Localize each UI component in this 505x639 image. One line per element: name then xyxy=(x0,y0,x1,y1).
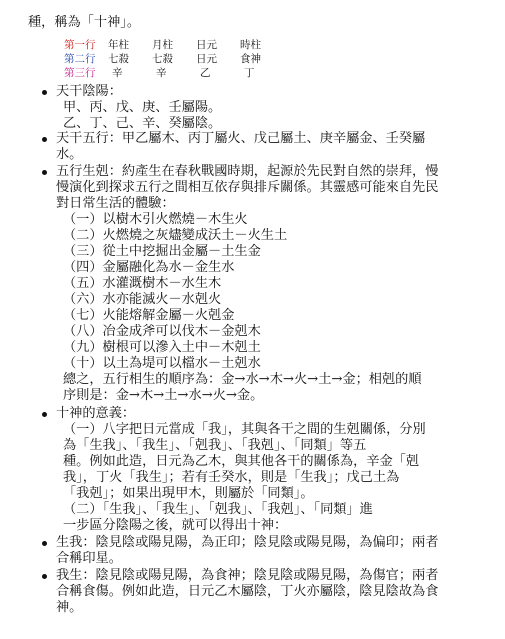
text-line: 「我剋」；如果出現甲木，則屬於「同類」。 xyxy=(63,486,314,501)
row-label: 第三行 xyxy=(64,67,96,79)
table-cell: 丁 xyxy=(244,67,255,79)
text-line: 五行生剋：約產生在春秋戰國時期，起源於先民對自然的崇拜，慢 xyxy=(56,164,439,179)
text-line: （二）「生我」、「我生」、「剋我」、「我剋」、「同類」進 xyxy=(63,502,373,517)
text-line: 生我：陰見陰或陽見陽，為正印；陰見陰或陽見陽，為偏印；兩者 xyxy=(56,535,439,550)
table-row xyxy=(64,66,284,80)
text-line: 乙、丁、己、辛、癸屬陰。 xyxy=(63,116,222,131)
table-cell: 日元 xyxy=(196,39,217,51)
table-cell: 食神 xyxy=(240,53,261,65)
text-line: 神。 xyxy=(56,600,83,615)
table-cell: 月柱 xyxy=(152,39,173,51)
text-line: （一）八字把日元當成「我」，其與各干之間的生剋關係，分別 xyxy=(63,422,426,437)
bullet-icon xyxy=(42,90,47,95)
text-line: 我」，丁火「我生」；若有壬癸水，則是「生我」；戊己土為 xyxy=(63,470,400,485)
table-cell: 七殺 xyxy=(152,53,173,65)
list-item: （八）冶金成斧可以伐木－金剋木 xyxy=(63,324,261,339)
text-line: 水。 xyxy=(56,147,83,162)
text-line: 我生：陰見陰或陽見陽，為食神；陰見陰或陽見陽，為傷官；兩者 xyxy=(56,568,439,583)
table-cell: 七殺 xyxy=(108,53,129,65)
bullet-icon xyxy=(42,137,47,142)
list-item: （四）金屬融化為水－金生水 xyxy=(63,260,235,275)
text-line: 合稱印星。 xyxy=(56,551,122,566)
section-title: 十神的意義： xyxy=(56,406,136,421)
text-line: 甲、丙、戊、庚、壬屬陽。 xyxy=(63,100,222,115)
bullet-icon xyxy=(42,412,47,417)
list-item: （二）火燃燒之灰燼變成沃土－火生土 xyxy=(63,228,288,243)
table-cell: 時柱 xyxy=(240,39,261,51)
text-line: 為「生我」、「我生」、「剋我」、「我剋」、「同類」等五 xyxy=(63,438,367,453)
list-item: （十）以土為堤可以檔水－土剋水 xyxy=(63,356,261,371)
row-label: 第二行 xyxy=(64,53,96,65)
intro-text: 種，稱為「十神」。 xyxy=(28,15,141,30)
row-label: 第一行 xyxy=(64,39,96,51)
text-line: 慢演化到探求五行之間相互依存與排斥關係。其靈感可能來自先民 xyxy=(56,180,439,195)
table-row xyxy=(64,52,284,66)
bullet-icon xyxy=(42,541,47,546)
summary-line: 總之，五行相生的順序為：金→水→木→火→土→金；相剋的順 xyxy=(63,372,422,387)
table-cell: 辛 xyxy=(156,67,167,79)
list-item: （三）從土中挖掘出金屬－土生金 xyxy=(63,244,261,259)
table-cell: 日元 xyxy=(196,53,217,65)
summary-line: 序則是：金→木→土→水→火→金。 xyxy=(63,388,264,403)
table-cell: 乙 xyxy=(200,67,211,79)
list-item: （一）以樹木引火燃燒－木生火 xyxy=(63,212,248,227)
text-line: 天干五行：甲乙屬木、丙丁屬火、戊己屬土、庚辛屬金、壬癸屬 xyxy=(56,131,426,146)
section-title: 天干陰陽： xyxy=(56,84,122,99)
text-line: 一步區分陰陽之後，就可以得出十神： xyxy=(63,518,288,533)
bullet-icon xyxy=(42,574,47,579)
list-item: （七）火能熔解金屬－火剋金 xyxy=(63,308,235,323)
table-row xyxy=(64,38,284,52)
list-item: （五）水灌溉樹木－水生木 xyxy=(63,276,222,291)
text-line: 合稱食傷。例如此造，日元乙木屬陰，丁火亦屬陰，陰見陰故為食 xyxy=(56,584,439,599)
bullet-icon xyxy=(42,170,47,175)
list-item: （九）樹根可以滲入土中－木剋土 xyxy=(63,340,261,355)
table-cell: 辛 xyxy=(112,67,123,79)
table-cell: 年柱 xyxy=(108,39,129,51)
pillar-table xyxy=(64,38,284,80)
text-line: 種。例如此造，日元為乙木，與其他各干的關係為，辛金「剋 xyxy=(63,454,420,469)
text-line: 對日常生活的體驗： xyxy=(56,196,175,211)
list-item: （六）水亦能滅火－水剋火 xyxy=(63,292,222,307)
